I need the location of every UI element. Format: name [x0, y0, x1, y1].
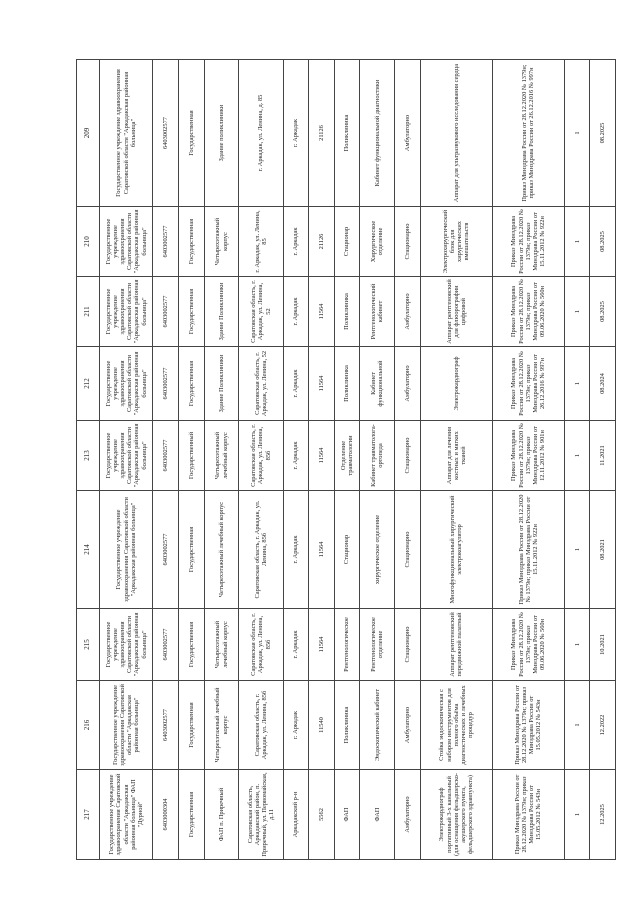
table-cell: г. Аркадак — [283, 60, 309, 207]
table-cell: Саратовская область, г. Аркадак, ул. Ленина, 52 — [239, 347, 283, 421]
table-cell: Приказ Минздрава России от 28.12.2020 № 1379н; приказ Минздрава России от 09.06.2020 № 560н — [492, 277, 564, 347]
table-cell: Аппарат для ультразвукового исследования сердца — [420, 60, 492, 207]
table-cell: Стационарно — [395, 421, 421, 491]
table-cell: Государственная — [179, 491, 205, 609]
table-cell: 1 — [564, 770, 590, 860]
col-header: 209 — [77, 60, 100, 207]
table-row — [309, 60, 335, 860]
table-cell: 1 — [564, 60, 590, 207]
table-cell: Государственное учреждение здравоохранения Саратовской области "Аркадакская районная больница" ФАП "Дурной" — [100, 770, 153, 860]
table-cell: Приказ Минздрава России от 28.12.2020 № 1379н; приказ Минздрава России от 15.05.2012 № 543н — [492, 681, 564, 770]
table-cell: Государственное учреждение здравоохранения Саратовской области "Аркадакская районная больница" — [100, 491, 153, 609]
table-cell: Приказ Минздрава России от 28.12.2020 № 1379н; приказ Минздрава России от 15.05.2012 № 543н — [492, 770, 564, 860]
col-header: 215 — [77, 609, 100, 681]
table-cell: Государственная — [179, 207, 205, 277]
col-header: 217 — [77, 770, 100, 860]
table-cell: Аппарат рентгеновский передвижной палатный — [420, 609, 492, 681]
table-cell: Приказ Минздрава России от 28.12.2020 № 1379н; приказ Минздрава России от 12.11.2012 № 901н — [492, 421, 564, 491]
table-row — [100, 60, 153, 860]
col-header: 213 — [77, 421, 100, 491]
table-cell: г. Аркадак — [283, 491, 309, 609]
table-cell: Четырехэтажный корпус — [204, 207, 239, 277]
table-row — [334, 60, 360, 860]
table-cell: Поликлиника — [334, 347, 360, 421]
equipment-table — [76, 59, 616, 860]
table-cell: Здание Поликлиники — [204, 277, 239, 347]
table-cell: Аппарат для лечения костных и мягких тканей — [420, 421, 492, 491]
table-cell: Государственная — [179, 681, 205, 770]
table-cell: 6403002577 — [153, 277, 179, 347]
table-cell: 11.2021 — [590, 421, 616, 491]
table-cell: Многофункциональный хирургический электрокоагулятор — [420, 491, 492, 609]
table-cell: Поликлиника — [334, 60, 360, 207]
table-cell: г. Аркадак — [283, 681, 309, 770]
table-cell: Стационарно — [395, 609, 421, 681]
col-header: 212 — [77, 347, 100, 421]
table-cell: 6403002577 — [153, 421, 179, 491]
table-cell: 08.2025 — [590, 60, 616, 207]
table-cell: 1 — [564, 681, 590, 770]
table-cell: Электрокардиограф портативный 3-х канальный (для оснащения фельдшерско-акушерского пункта, фельдшерского здравпункта) — [420, 770, 492, 860]
table-cell: Электрокардиограф — [420, 347, 492, 421]
table-cell: Эндоскопический кабинет — [360, 681, 395, 770]
table-cell: г. Аркадак, ул. Ленина, 85 — [239, 207, 283, 277]
table-cell: 11564 — [309, 277, 335, 347]
table-cell: 6403002577 — [153, 681, 179, 770]
table-cell: 1 — [564, 491, 590, 609]
table-cell: Государственное учреждение здравоохранения Саратовской области "Аркадакская районная больница" — [100, 421, 153, 491]
table-cell: Аркадакский р-н — [283, 770, 309, 860]
table-cell: Амбулаторно — [395, 770, 421, 860]
table-cell: Саратовская область, г. Аркадак, ул. Ленина, 85б — [239, 609, 283, 681]
table-row — [395, 60, 421, 860]
table-cell: Саратовская область, г. Аркадак, ул. Ленина, 85б — [239, 491, 283, 609]
table-cell: 11564 — [309, 421, 335, 491]
table-cell: Приказ Минздрава России от 28.12.2020 № 1379н; приказ Минздрава России от 09.06.2020 № 560н — [492, 609, 564, 681]
table-cell: 6403002577 — [153, 207, 179, 277]
table-cell: Стационар — [334, 207, 360, 277]
table-cell: 08.2024 — [590, 347, 616, 421]
rotated-table-wrapper — [76, 60, 616, 860]
table-cell: 6403002577 — [153, 60, 179, 207]
table-cell: Государственное учреждение здравоохранения Саратовской области "Аркадакская районная больница" — [100, 60, 153, 207]
table-row — [153, 60, 179, 860]
table-cell: 1 — [564, 421, 590, 491]
table-cell: Четырехэтажный лечебный корпус — [204, 609, 239, 681]
table-cell: Государственное учреждение здравоохранения Саратовской области "Аркадакская районная больница" — [100, 277, 153, 347]
table-row — [204, 60, 239, 860]
col-header: 216 — [77, 681, 100, 770]
table-cell: Амбулаторно — [395, 277, 421, 347]
table-cell: 12.2022 — [590, 681, 616, 770]
table-row — [590, 60, 616, 860]
table-cell: 21126 — [309, 60, 335, 207]
table-cell: 08.2025 — [590, 277, 616, 347]
table-cell: Стационарно — [395, 491, 421, 609]
table-cell: 11564 — [309, 491, 335, 609]
table-cell: Рентгенологическое — [334, 609, 360, 681]
table-cell: хирургическое отделение — [360, 491, 395, 609]
table-cell: 11540 — [309, 681, 335, 770]
table-cell: Саратовская область, г. Аркадак, ул. Ленина, 85б — [239, 681, 283, 770]
table-cell: 5562 — [309, 770, 335, 860]
table-cell: 12.2025 — [590, 770, 616, 860]
table-cell: 1 — [564, 347, 590, 421]
table-cell: Государственное учреждение здравоохранения Саратовской области "Аркадакская районная больница" — [100, 207, 153, 277]
table-cell: Саратовская область, Аркадакский район, п. Приречный, ул. Первомайская, д.11 — [239, 770, 283, 860]
table-row — [360, 60, 395, 860]
table-cell: 1 — [564, 277, 590, 347]
table-cell: 08.2021 — [590, 491, 616, 609]
table-cell: Поликлиника — [334, 681, 360, 770]
col-header: 211 — [77, 277, 100, 347]
header-row — [77, 60, 100, 860]
table-cell: г. Аркадак — [283, 277, 309, 347]
table-row — [492, 60, 564, 860]
table-cell: Приказ Минздрава России от 28.12.2020 № 1379н; приказ Минздрава России от 15.11.2012 № 922н — [492, 491, 564, 609]
table-cell: 10.2021 — [590, 609, 616, 681]
table-row — [420, 60, 492, 860]
table-cell: Саратовская область, г. Аркадак, ул. Ленина, 85б — [239, 421, 283, 491]
table-cell: Государственная — [179, 347, 205, 421]
table-cell: Государственный — [179, 421, 205, 491]
table-cell: 08.2025 — [590, 207, 616, 277]
table-cell: Кабинет травматолога-ортопеда — [360, 421, 395, 491]
table-cell: 6403002577 — [153, 491, 179, 609]
table-cell: ФАП п. Приречный — [204, 770, 239, 860]
col-header: 210 — [77, 207, 100, 277]
table-row — [239, 60, 283, 860]
table-cell: 6403000304 — [153, 770, 179, 860]
table-row — [283, 60, 309, 860]
table-cell: Государственная — [179, 277, 205, 347]
table-cell: Стационар — [334, 491, 360, 609]
table-cell: Приказ Минздрава России от 28.12.2020 № 1379н; приказ Минздрава России от 15.11.2012 № 922н — [492, 207, 564, 277]
table-cell: Государственное учреждение здравоохранения Саратовской области "Аркадакская районная больница" — [100, 609, 153, 681]
table-cell: Здание Поликлиники — [204, 347, 239, 421]
table-cell: 21126 — [309, 207, 335, 277]
table-row — [564, 60, 590, 860]
table-cell: Здание поликлиники — [204, 60, 239, 207]
table-cell: ФАП — [360, 770, 395, 860]
col-header: 214 — [77, 491, 100, 609]
table-cell: Аппарат рентгеновский для флюорографии цифровой — [420, 277, 492, 347]
table-cell: Четырехэтажный лечебный корпус — [204, 491, 239, 609]
table-cell: Рентгенологическое отделение — [360, 609, 395, 681]
table-cell: Государственная — [179, 770, 205, 860]
table-cell: г. Аркадак — [283, 421, 309, 491]
table-cell: Электрохирургический блок для хирургических вмешательств — [420, 207, 492, 277]
table-cell: г. Аркадак, ул. Ленина, д. 85 — [239, 60, 283, 207]
table-cell: Рентгенологический кабинет — [360, 277, 395, 347]
table-cell: Государственная — [179, 60, 205, 207]
table-cell: г. Аркадак — [283, 609, 309, 681]
table-cell: 11564 — [309, 347, 335, 421]
table-cell: 1 — [564, 207, 590, 277]
table-cell: 1 — [564, 609, 590, 681]
table-cell: Четырехэтажный лечебный корпус — [204, 421, 239, 491]
table-cell: Отделение травматологии — [334, 421, 360, 491]
table-cell: Амбулаторно — [395, 347, 421, 421]
table-cell: Амбулаторно — [395, 681, 421, 770]
table-cell: Приказ Минздрава России от 28.12.2020 № 1379н; приказ Минздрава России от 26.12.2016 № 997н — [492, 60, 564, 207]
table-row — [179, 60, 205, 860]
table-cell: Государственное учреждение здравоохранения Саратовской области "Аркадакская районная больница" — [100, 347, 153, 421]
table-cell: 6403002577 — [153, 347, 179, 421]
table-cell: Кабинет функциональной — [360, 347, 395, 421]
table-cell: Четырехэтажный лечебный корпус — [204, 681, 239, 770]
table-cell: г. Аркадак — [283, 347, 309, 421]
table-cell: 11564 — [309, 609, 335, 681]
table-cell: Стойка эндоскопическая с набором инструментов для полного объёма диагностических и лечебных процедур — [420, 681, 492, 770]
table-cell: Хирургическое отделение — [360, 207, 395, 277]
table-cell: Стационарно — [395, 207, 421, 277]
table-cell: Амбулаторно — [395, 60, 421, 207]
table-cell: Государственное учреждение здравоохранения Саратовской области "Аркадакская районная больница" — [100, 681, 153, 770]
table-cell: Приказ Минздрава России от 28.12.2020 № 1379н; приказ Минздрава России от 26.12.2016 № 997н — [492, 347, 564, 421]
table-cell: Саратовская область, г. Аркадак, ул. Ленина, 52 — [239, 277, 283, 347]
table-cell: Поликлиника — [334, 277, 360, 347]
table-cell: ФАП — [334, 770, 360, 860]
table-cell: Кабинет функциональной диагностики — [360, 60, 395, 207]
table-cell: Государственная — [179, 609, 205, 681]
table-cell: г. Аркадак — [283, 207, 309, 277]
table-cell: 6403002577 — [153, 609, 179, 681]
